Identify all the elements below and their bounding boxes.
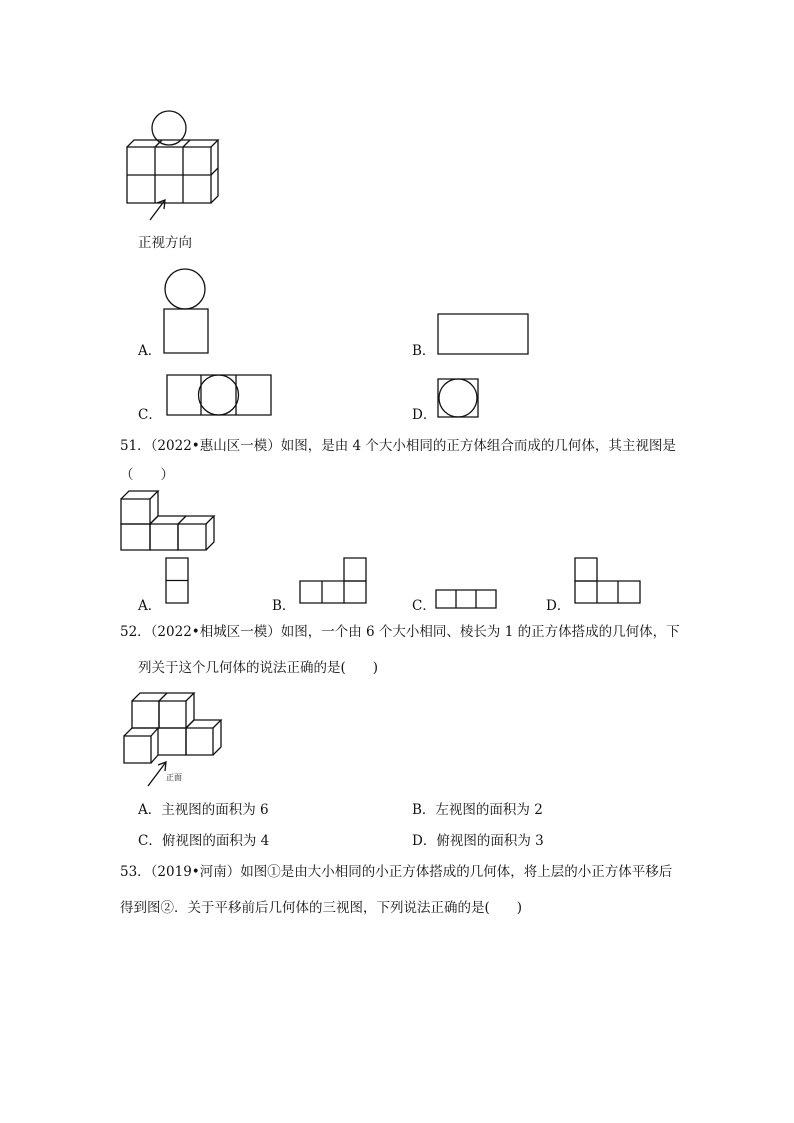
q50-option-a-figure bbox=[162, 267, 212, 357]
q53-stem-line2: 得到图②．关于平移前后几何体的三视图，下列说法正确的是( ) bbox=[120, 900, 523, 916]
q52-stem-line1: 52．（2022•相城区一模）如图，一个由 6 个大小相同、棱长为 1 的正方体搭成的几何体，下 bbox=[120, 624, 680, 640]
q51-option-d-figure bbox=[574, 557, 644, 607]
q51-option-a-figure bbox=[165, 557, 191, 607]
q52-stem-line2: 列关于这个几何体的说法正确的是( ) bbox=[138, 660, 379, 676]
q50-option-a-letter: A． bbox=[138, 343, 162, 359]
q50-option-c-letter: C． bbox=[138, 407, 162, 423]
q51-figure bbox=[120, 490, 220, 554]
direction-label: 正视方向 bbox=[138, 235, 192, 251]
q51-option-b-letter: B． bbox=[272, 598, 296, 614]
q52-option-d: D．俯视图的面积为 3 bbox=[412, 833, 544, 849]
front-label: 正面 bbox=[166, 773, 182, 782]
q52-option-a: A．主视图的面积为 6 bbox=[138, 802, 269, 818]
q50-option-d-letter: D． bbox=[412, 407, 437, 423]
q50-option-b-letter: B． bbox=[412, 343, 436, 359]
q52-option-c: C．俯视图的面积为 4 bbox=[138, 833, 270, 849]
q51-stem: 51．（2022•惠山区一模）如图，是由 4 个大小相同的正方体组合而成的几何体，其主视图是 bbox=[120, 438, 676, 454]
q51-option-b-figure bbox=[299, 557, 371, 607]
q51-option-c-letter: C． bbox=[412, 598, 436, 614]
q51-option-d-letter: D． bbox=[546, 598, 571, 614]
q51-option-c-figure bbox=[435, 589, 499, 611]
q50-option-d-figure bbox=[437, 378, 481, 420]
q50-option-c-figure bbox=[166, 374, 274, 418]
q51-blank: （ ） bbox=[120, 467, 174, 483]
q53-stem-line1: 53．（2019•河南）如图①是由大小相同的小正方体搭成的几何体，将上层的小正方体平移后 bbox=[120, 864, 673, 880]
q52-option-b: B．左视图的面积为 2 bbox=[412, 802, 543, 818]
q50-option-b-figure bbox=[437, 313, 532, 357]
q51-option-a-letter: A． bbox=[138, 598, 162, 614]
cube-sphere-figure bbox=[120, 100, 230, 230]
